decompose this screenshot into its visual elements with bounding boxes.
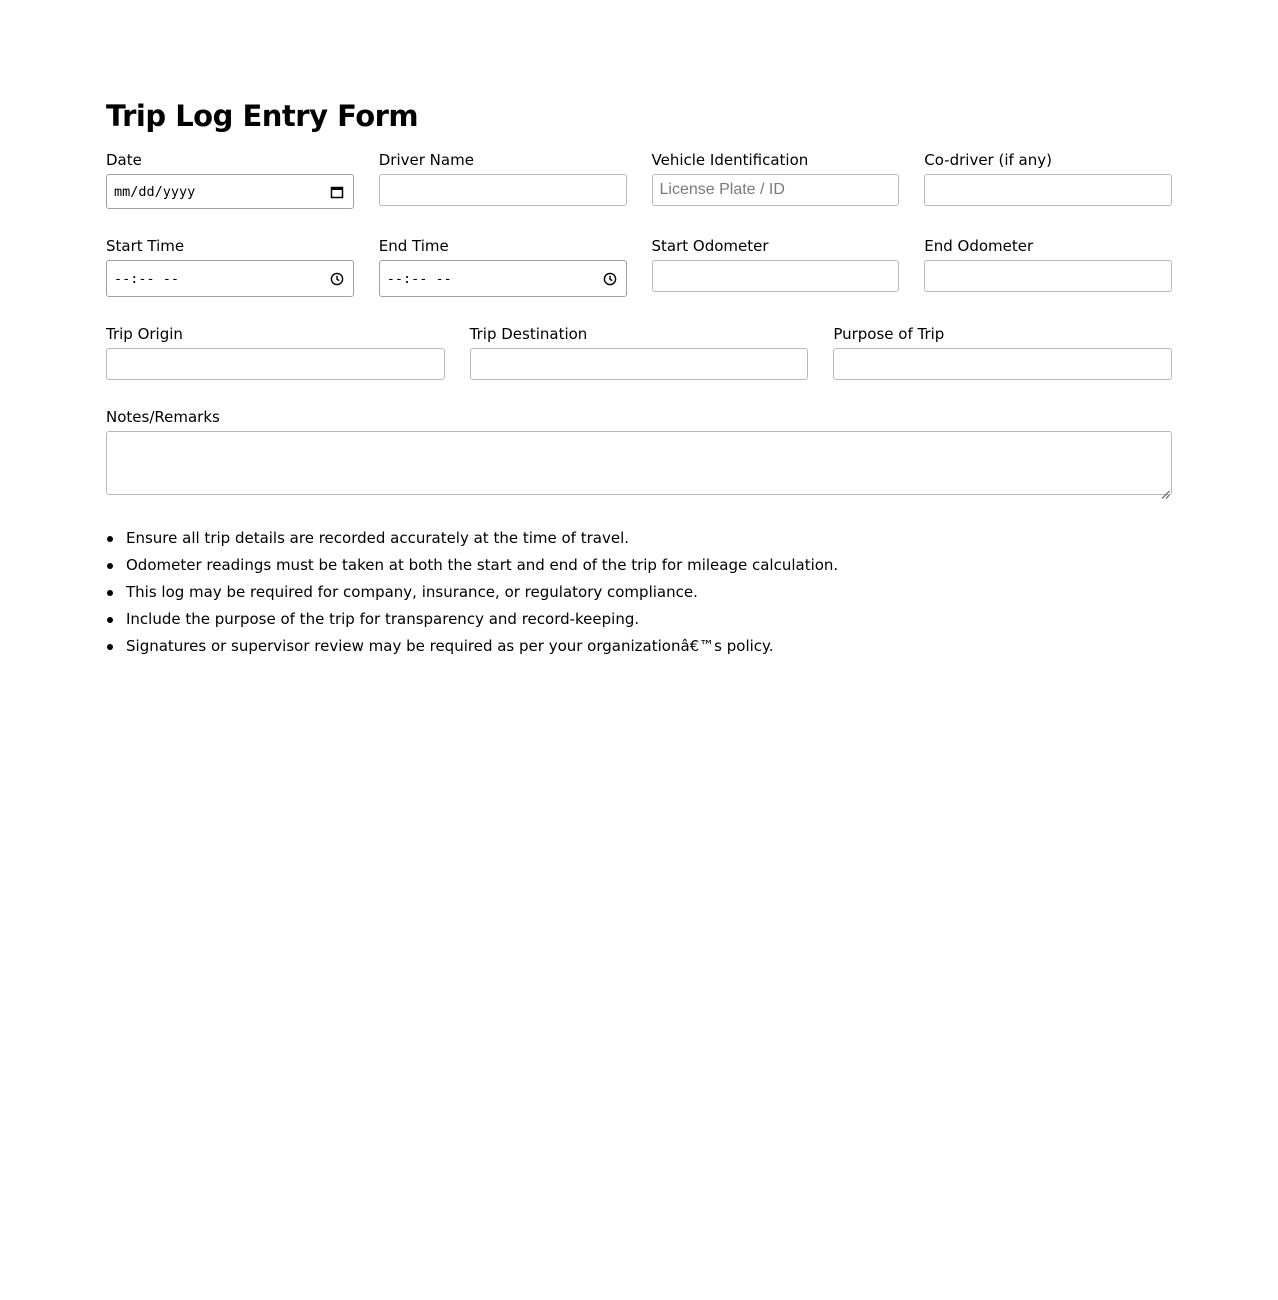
- co-driver-label: Co-driver (if any): [924, 151, 1052, 169]
- trip-purpose-label: Purpose of Trip: [833, 325, 945, 343]
- calendar-icon[interactable]: [329, 184, 345, 200]
- date-input[interactable]: [106, 174, 354, 209]
- notes-field: [106, 407, 1172, 495]
- end-odometer-field: [924, 236, 1172, 297]
- end-odometer-input[interactable]: [924, 260, 1172, 292]
- start-time-label: Start Time: [106, 237, 185, 255]
- end-time-input-text: --:-- --: [386, 270, 452, 287]
- list-item: [126, 525, 838, 552]
- end-time-field: [379, 236, 627, 297]
- trip-destination-field: [470, 324, 809, 380]
- page-title: Trip Log Entry Form: [106, 99, 419, 133]
- date-input-text: mm/dd/yyyy: [114, 183, 196, 200]
- start-odometer-label: Start Odometer: [651, 237, 769, 255]
- co-driver-input[interactable]: [924, 174, 1172, 206]
- vehicle-id-field: [652, 150, 900, 209]
- clock-icon[interactable]: [602, 271, 618, 287]
- vehicle-id-input[interactable]: [652, 174, 900, 206]
- driver-name-field: [379, 150, 627, 209]
- guideline-text: Ensure all trip details are recorded accurately at the time of travel.: [126, 529, 630, 547]
- end-time-label: End Time: [378, 237, 449, 255]
- guidelines-list: [106, 525, 838, 660]
- bullet-icon: [107, 536, 113, 542]
- start-time-input[interactable]: [106, 260, 354, 297]
- bullet-icon: [107, 617, 113, 623]
- co-driver-field: [924, 150, 1172, 209]
- resize-grip-icon[interactable]: [1161, 484, 1170, 493]
- guideline-text: This log may be required for company, insurance, or regulatory compliance.: [126, 583, 698, 601]
- bullet-icon: [107, 644, 113, 650]
- vehicle-id-placeholder: License Plate / ID: [659, 181, 785, 198]
- guideline-text: Signatures or supervisor review may be required as per your organizationâ€™s policy.: [126, 637, 774, 655]
- list-item: [126, 552, 838, 579]
- trip-origin-input[interactable]: [106, 348, 445, 380]
- trip-destination-label: Trip Destination: [469, 325, 588, 343]
- start-odometer-field: [652, 236, 900, 297]
- notes-textarea[interactable]: [106, 431, 1172, 495]
- start-time-field: [106, 236, 354, 297]
- date-label: Date: [106, 151, 142, 169]
- notes-label: Notes/Remarks: [106, 408, 220, 426]
- form-row-3: [106, 324, 1172, 380]
- end-time-input[interactable]: [379, 260, 627, 297]
- guideline-text: Odometer readings must be taken at both the start and end of the trip for mileage calculation.: [126, 556, 839, 574]
- list-item: [126, 579, 838, 606]
- form-row-1: [106, 150, 1172, 209]
- trip-destination-input[interactable]: [470, 348, 809, 380]
- form-row-2: [106, 236, 1172, 297]
- bullet-icon: [107, 563, 113, 569]
- guideline-text: Include the purpose of the trip for transparency and record-keeping.: [126, 610, 640, 628]
- start-time-input-text: --:-- --: [114, 270, 180, 287]
- vehicle-id-label: Vehicle Identification: [651, 151, 809, 169]
- clock-icon[interactable]: [329, 271, 345, 287]
- date-field: [106, 150, 354, 209]
- trip-purpose-input[interactable]: [833, 348, 1172, 380]
- bullet-icon: [107, 590, 113, 596]
- driver-name-label: Driver Name: [378, 151, 474, 169]
- trip-purpose-field: [833, 324, 1172, 380]
- end-odometer-label: End Odometer: [924, 237, 1034, 255]
- start-odometer-input[interactable]: [652, 260, 900, 292]
- driver-name-input[interactable]: [379, 174, 627, 206]
- list-item: [126, 633, 838, 660]
- trip-origin-label: Trip Origin: [106, 325, 183, 343]
- list-item: [126, 606, 838, 633]
- trip-origin-field: [106, 324, 445, 380]
